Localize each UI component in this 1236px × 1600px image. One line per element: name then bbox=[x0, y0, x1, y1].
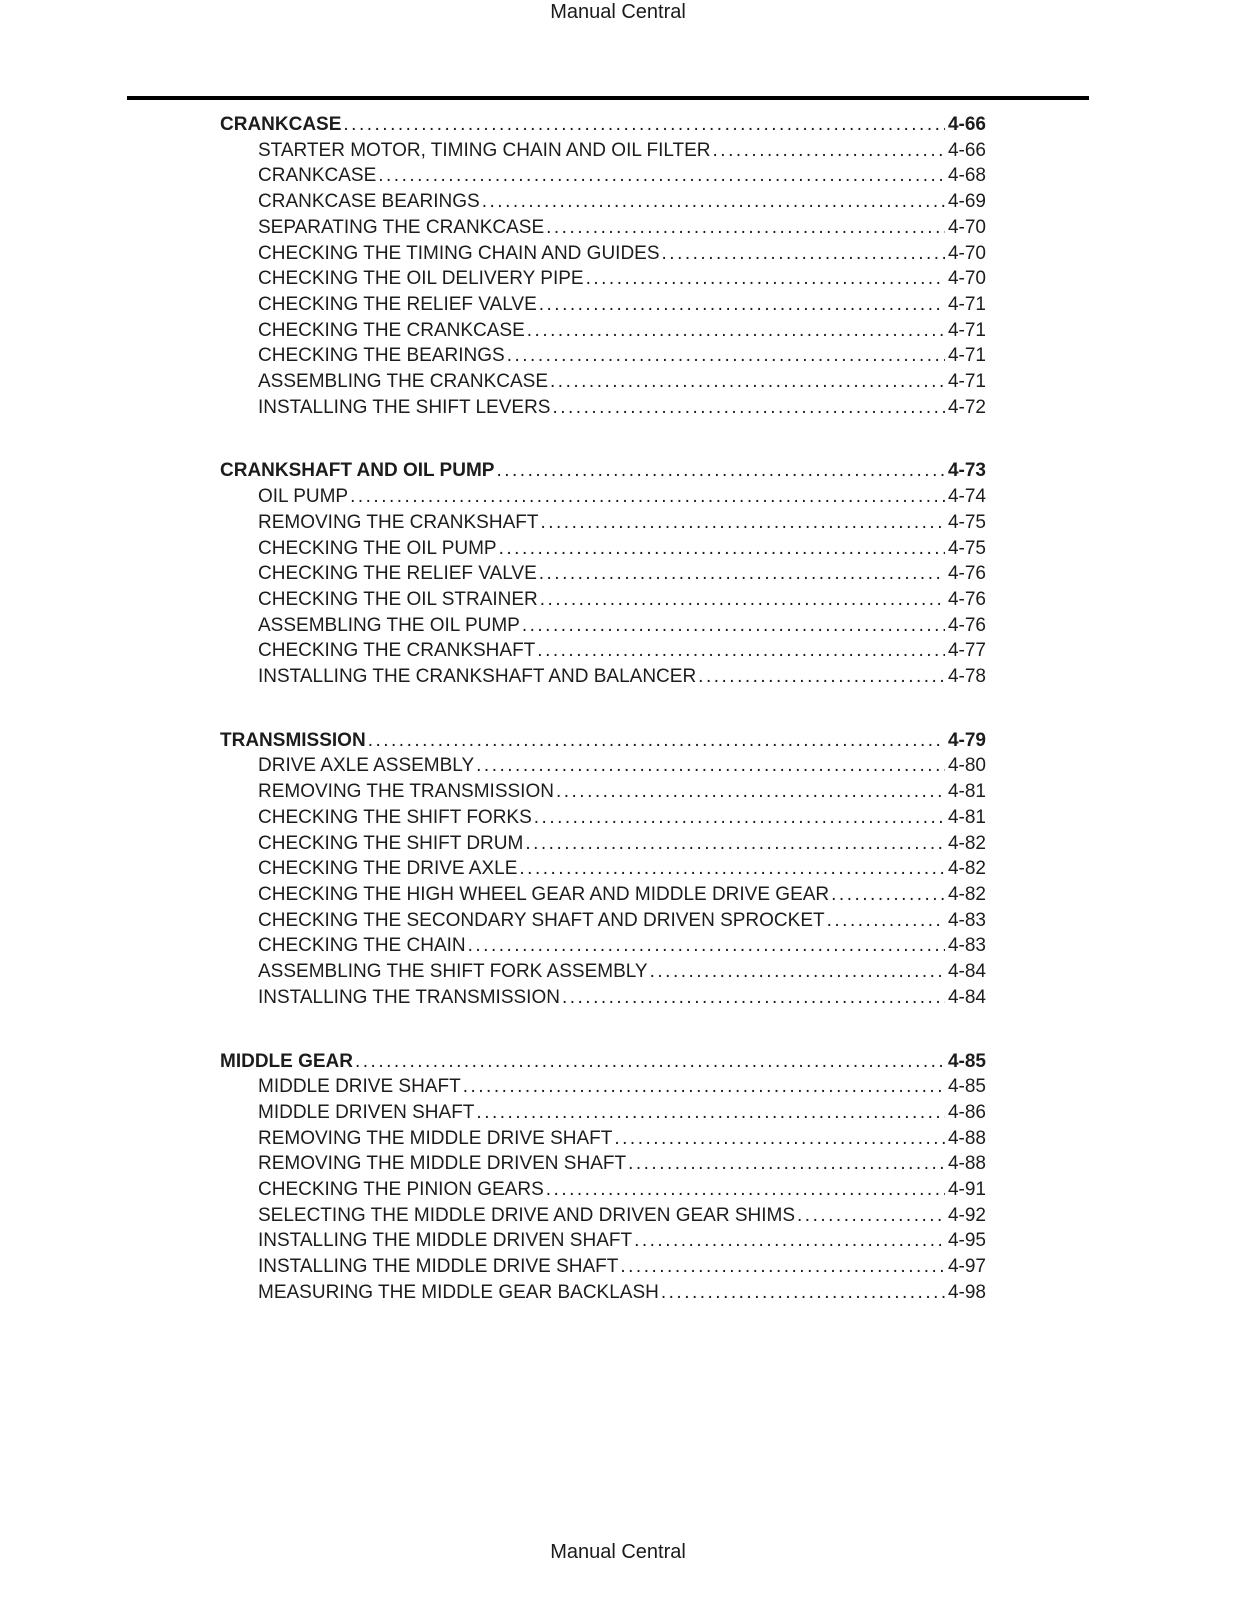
toc-sub-entry[interactable] bbox=[220, 292, 986, 318]
toc-entry-page: 4-76 bbox=[947, 614, 986, 636]
toc-entry-page: 4-71 bbox=[947, 319, 986, 341]
toc-sub-entry[interactable] bbox=[220, 779, 986, 805]
toc-entry-page: 4-79 bbox=[947, 729, 986, 751]
toc-entry-page: 4-92 bbox=[947, 1204, 986, 1226]
toc-entry-title: INSTALLING THE CRANKSHAFT AND BALANCER bbox=[258, 666, 697, 688]
toc-entry-page: 4-71 bbox=[947, 371, 986, 393]
toc-entry-page: 4-95 bbox=[947, 1230, 986, 1252]
toc-leader-dots bbox=[534, 805, 945, 831]
toc-entry-title: CHECKING THE SHIFT FORKS bbox=[258, 806, 532, 828]
toc-leader-dots bbox=[496, 458, 945, 484]
toc-sub-entry[interactable] bbox=[220, 1203, 986, 1229]
toc-sub-entry[interactable] bbox=[220, 664, 986, 690]
toc-leader-dots bbox=[620, 1254, 945, 1280]
toc-sub-entry[interactable] bbox=[220, 536, 986, 562]
toc-sub-entry[interactable] bbox=[220, 1177, 986, 1203]
toc-entry-title: REMOVING THE TRANSMISSION bbox=[258, 781, 554, 803]
toc-entry-page: 4-72 bbox=[947, 396, 986, 418]
toc-sub-entry[interactable] bbox=[220, 882, 986, 908]
toc-section bbox=[220, 458, 986, 689]
toc-leader-dots bbox=[661, 1280, 945, 1306]
toc-leader-dots bbox=[378, 163, 945, 189]
toc-sub-entry[interactable] bbox=[220, 753, 986, 779]
toc-sub-entry[interactable] bbox=[220, 138, 986, 164]
toc-entry-title: ASSEMBLING THE OIL PUMP bbox=[258, 614, 520, 636]
toc-sub-entry[interactable] bbox=[220, 163, 986, 189]
toc-sub-entry[interactable] bbox=[220, 638, 986, 664]
toc-leader-dots bbox=[540, 510, 945, 536]
toc-leader-dots bbox=[662, 241, 945, 267]
toc-sub-entry[interactable] bbox=[220, 189, 986, 215]
toc-leader-dots bbox=[552, 395, 945, 421]
toc-leader-dots bbox=[537, 638, 945, 664]
toc-entry-title: CHECKING THE PINION GEARS bbox=[258, 1179, 544, 1201]
toc-entry-page: 4-84 bbox=[947, 986, 986, 1008]
toc-leader-dots bbox=[556, 779, 945, 805]
toc-leader-dots bbox=[525, 831, 945, 857]
toc-entry-page: 4-71 bbox=[947, 293, 986, 315]
toc-leader-dots bbox=[476, 1100, 945, 1126]
toc-leader-dots bbox=[476, 753, 945, 779]
toc-entry-page: 4-66 bbox=[947, 139, 986, 161]
toc-leader-dots bbox=[468, 933, 945, 959]
toc-entry-title: CHECKING THE RELIEF VALVE bbox=[258, 563, 537, 585]
toc-entry-page: 4-76 bbox=[947, 588, 986, 610]
toc-sub-entry[interactable] bbox=[220, 215, 986, 241]
toc-entry-title: CRANKSHAFT AND OIL PUMP bbox=[220, 460, 495, 482]
toc-sub-entry[interactable] bbox=[220, 241, 986, 267]
toc-entry-page: 4-74 bbox=[947, 486, 986, 508]
toc-entry-page: 4-76 bbox=[947, 563, 986, 585]
toc-entry-title: CHECKING THE SHIFT DRUM bbox=[258, 832, 524, 854]
toc-leader-dots bbox=[507, 343, 945, 369]
toc-leader-dots bbox=[698, 664, 945, 690]
toc-sub-entry[interactable] bbox=[220, 1228, 986, 1254]
toc-entry-page: 4-78 bbox=[947, 666, 986, 688]
toc-entry-title: SEPARATING THE CRANKCASE bbox=[258, 216, 545, 238]
toc-entry-page: 4-82 bbox=[947, 858, 986, 880]
toc-sub-entry[interactable] bbox=[220, 1254, 986, 1280]
toc-entry-page: 4-97 bbox=[947, 1256, 986, 1278]
toc-leader-dots bbox=[831, 882, 945, 908]
toc-entry-title: MEASURING THE MIDDLE GEAR BACKLASH bbox=[258, 1281, 659, 1303]
toc-entry-title: DRIVE AXLE ASSEMBLY bbox=[258, 755, 475, 777]
toc-entry-title: REMOVING THE MIDDLE DRIVE SHAFT bbox=[258, 1127, 613, 1149]
toc-entry-page: 4-70 bbox=[947, 268, 986, 290]
toc-sub-entry[interactable] bbox=[220, 561, 986, 587]
toc-leader-dots bbox=[562, 985, 945, 1011]
toc-entry-page: 4-83 bbox=[947, 935, 986, 957]
toc-entry-title: TRANSMISSION bbox=[220, 729, 366, 751]
toc-entry-title: INSTALLING THE MIDDLE DRIVEN SHAFT bbox=[258, 1230, 633, 1252]
toc-entry-title: INSTALLING THE SHIFT LEVERS bbox=[258, 396, 551, 418]
toc-entry-title: CHECKING THE TIMING CHAIN AND GUIDES bbox=[258, 242, 660, 264]
toc-entry-page: 4-91 bbox=[947, 1179, 986, 1201]
toc-entry-title: STARTER MOTOR, TIMING CHAIN AND OIL FILTER bbox=[258, 139, 711, 161]
toc-entry-title: MIDDLE GEAR bbox=[220, 1050, 353, 1072]
toc-sub-entry[interactable] bbox=[220, 1100, 986, 1126]
toc-leader-dots bbox=[540, 587, 945, 613]
toc-entry-title: CHECKING THE BEARINGS bbox=[258, 345, 505, 367]
toc-sub-entry[interactable] bbox=[220, 831, 986, 857]
toc-entry-page: 4-75 bbox=[947, 537, 986, 559]
toc-entry-page: 4-81 bbox=[947, 781, 986, 803]
toc-entry-title: MIDDLE DRIVE SHAFT bbox=[258, 1076, 461, 1098]
toc-sub-entry[interactable] bbox=[220, 856, 986, 882]
footer-title: Manual Central bbox=[550, 1541, 686, 1563]
toc-leader-dots bbox=[797, 1203, 945, 1229]
toc-entry-title: REMOVING THE CRANKSHAFT bbox=[258, 511, 539, 533]
toc-entry-page: 4-84 bbox=[947, 961, 986, 983]
toc-entry-page: 4-81 bbox=[947, 806, 986, 828]
toc-entry-title: CRANKCASE bbox=[258, 165, 377, 187]
toc-entry-title: CHECKING THE HIGH WHEEL GEAR AND MIDDLE DRIVE GEAR bbox=[258, 883, 830, 905]
toc-leader-dots bbox=[634, 1228, 945, 1254]
toc-entry-title: ASSEMBLING THE SHIFT FORK ASSEMBLY bbox=[258, 961, 648, 983]
toc-section-entry[interactable] bbox=[220, 112, 986, 138]
toc-entry-title: CHECKING THE CRANKCASE bbox=[258, 319, 525, 341]
page-header bbox=[0, 0, 1236, 24]
toc-sub-entry[interactable] bbox=[220, 959, 986, 985]
header-title: Manual Central bbox=[550, 1, 686, 23]
toc-sub-entry[interactable] bbox=[220, 1074, 986, 1100]
toc-sub-entry[interactable] bbox=[220, 908, 986, 934]
header-rule bbox=[127, 96, 1089, 100]
toc-leader-dots bbox=[586, 266, 945, 292]
toc-entry-page: 4-75 bbox=[947, 511, 986, 533]
toc-entry-title: CHECKING THE OIL STRAINER bbox=[258, 588, 538, 610]
toc-leader-dots bbox=[482, 189, 945, 215]
toc bbox=[220, 112, 986, 1306]
toc-entry-title: CHECKING THE DRIVE AXLE bbox=[258, 858, 518, 880]
toc-leader-dots bbox=[463, 1074, 945, 1100]
toc-section bbox=[220, 112, 986, 420]
toc-sub-entry[interactable] bbox=[220, 266, 986, 292]
toc-sub-entry[interactable] bbox=[220, 395, 986, 421]
toc-leader-dots bbox=[550, 369, 945, 395]
toc-entry-page: 4-88 bbox=[947, 1127, 986, 1149]
toc-leader-dots bbox=[527, 318, 945, 344]
toc-entry-title: INSTALLING THE MIDDLE DRIVE SHAFT bbox=[258, 1256, 619, 1278]
toc-entry-title: ASSEMBLING THE CRANKCASE bbox=[258, 371, 549, 393]
toc-entry-title: SELECTING THE MIDDLE DRIVE AND DRIVEN GEAR SHIMS bbox=[258, 1204, 796, 1226]
toc-leader-dots bbox=[614, 1126, 945, 1152]
toc-entry-title: CHECKING THE CRANKSHAFT bbox=[258, 640, 536, 662]
toc-leader-dots bbox=[368, 728, 945, 754]
toc-sub-entry[interactable] bbox=[220, 805, 986, 831]
toc-entry-page: 4-85 bbox=[947, 1050, 986, 1072]
toc-entry-title: CHECKING THE OIL DELIVERY PIPE bbox=[258, 268, 584, 290]
toc-leader-dots bbox=[546, 1177, 945, 1203]
toc-entry-title: REMOVING THE MIDDLE DRIVEN SHAFT bbox=[258, 1153, 627, 1175]
toc-entry-page: 4-73 bbox=[947, 460, 986, 482]
toc-entry-page: 4-82 bbox=[947, 883, 986, 905]
toc-entry-title: MIDDLE DRIVEN SHAFT bbox=[258, 1101, 475, 1123]
toc-entry-page: 4-70 bbox=[947, 242, 986, 264]
toc-entry-title: CHECKING THE SECONDARY SHAFT AND DRIVEN SPROCKET bbox=[258, 909, 825, 931]
toc-entry-title: CHECKING THE CHAIN bbox=[258, 935, 466, 957]
toc-sub-entry[interactable] bbox=[220, 933, 986, 959]
toc-leader-dots bbox=[539, 292, 945, 318]
toc-sub-entry[interactable] bbox=[220, 343, 986, 369]
toc-sub-entry[interactable] bbox=[220, 1151, 986, 1177]
toc-entry-page: 4-82 bbox=[947, 832, 986, 854]
toc-entry-title: CRANKCASE BEARINGS bbox=[258, 191, 480, 213]
toc-entry-page: 4-83 bbox=[947, 909, 986, 931]
toc-sub-entry[interactable] bbox=[220, 613, 986, 639]
toc-entry-title: CHECKING THE OIL PUMP bbox=[258, 537, 497, 559]
toc-leader-dots bbox=[713, 138, 945, 164]
toc-sub-entry[interactable] bbox=[220, 510, 986, 536]
toc-entry-page: 4-98 bbox=[947, 1281, 986, 1303]
toc-entry-page: 4-66 bbox=[947, 114, 986, 135]
toc-leader-dots bbox=[350, 484, 945, 510]
page-footer bbox=[0, 1540, 1236, 1564]
toc-leader-dots bbox=[519, 856, 945, 882]
toc-leader-dots bbox=[628, 1151, 945, 1177]
toc-leader-dots bbox=[546, 215, 945, 241]
toc-entry-page: 4-71 bbox=[947, 345, 986, 367]
toc-entry-page: 4-85 bbox=[947, 1076, 986, 1098]
toc-leader-dots bbox=[650, 959, 945, 985]
toc-entry-title: INSTALLING THE TRANSMISSION bbox=[258, 986, 560, 1008]
toc-section bbox=[220, 1049, 986, 1306]
toc-leader-dots bbox=[343, 112, 945, 138]
toc-sub-entry[interactable] bbox=[220, 1280, 986, 1306]
toc-entry-title: CHECKING THE RELIEF VALVE bbox=[258, 293, 537, 315]
toc-sub-entry[interactable] bbox=[220, 985, 986, 1011]
toc-entry-page: 4-70 bbox=[947, 216, 986, 238]
toc-leader-dots bbox=[499, 536, 945, 562]
toc-leader-dots bbox=[355, 1049, 945, 1075]
toc-leader-dots bbox=[827, 908, 945, 934]
toc-entry-page: 4-86 bbox=[947, 1101, 986, 1123]
toc-entry-title: CRANKCASE bbox=[220, 114, 342, 135]
toc-entry-page: 4-88 bbox=[947, 1153, 986, 1175]
toc-section bbox=[220, 728, 986, 1011]
toc-sub-entry[interactable] bbox=[220, 587, 986, 613]
toc-leader-dots bbox=[539, 561, 945, 587]
toc-entry-page: 4-77 bbox=[947, 640, 986, 662]
toc-section-entry[interactable] bbox=[220, 728, 986, 754]
toc-entry-page: 4-68 bbox=[947, 165, 986, 187]
toc-sub-entry[interactable] bbox=[220, 318, 986, 344]
toc-entry-title: OIL PUMP bbox=[258, 486, 349, 508]
toc-sub-entry[interactable] bbox=[220, 484, 986, 510]
toc-sub-entry[interactable] bbox=[220, 369, 986, 395]
toc-leader-dots bbox=[522, 613, 945, 639]
toc-section-entry[interactable] bbox=[220, 458, 986, 484]
toc-entry-page: 4-69 bbox=[947, 191, 986, 213]
toc-entry-page: 4-80 bbox=[947, 755, 986, 777]
toc-sub-entry[interactable] bbox=[220, 1126, 986, 1152]
toc-section-entry[interactable] bbox=[220, 1049, 986, 1075]
